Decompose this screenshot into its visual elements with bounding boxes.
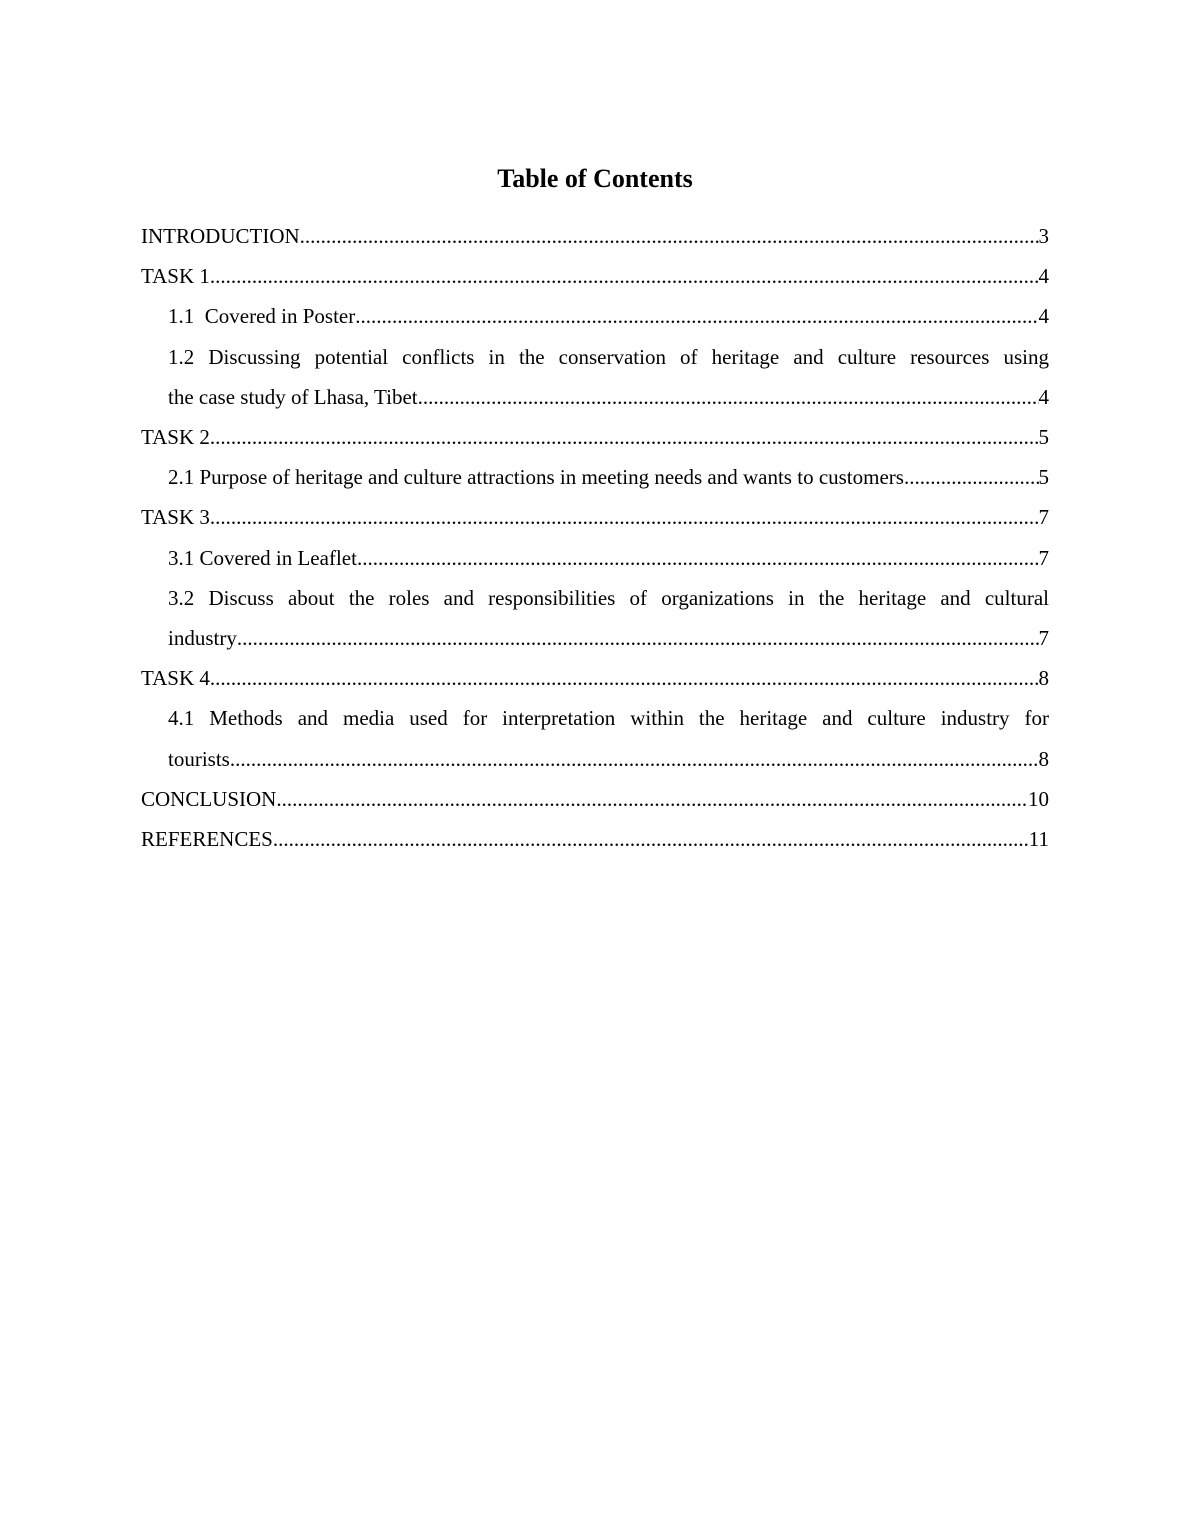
dot-leader: [418, 377, 1039, 417]
toc-page-number: 7: [1038, 626, 1049, 651]
toc-entry-label: 1.1 Covered in Poster: [168, 304, 356, 329]
dot-leader: [357, 538, 1039, 578]
table-of-contents: [141, 216, 1049, 859]
toc-page-number: 4: [1038, 384, 1049, 409]
toc-page-number: 5: [1038, 425, 1049, 450]
dot-leader: [210, 417, 1039, 457]
toc-entry-3-2[interactable]: [141, 578, 1049, 658]
toc-entry-label: 3.1 Covered in Leaflet: [168, 545, 357, 570]
toc-entry-4-1[interactable]: [141, 698, 1049, 778]
toc-entry-2-1[interactable]: [141, 457, 1049, 497]
toc-page-number: 3: [1038, 224, 1049, 248]
dot-leader: [210, 658, 1039, 698]
toc-entry-references[interactable]: [141, 819, 1049, 859]
dot-leader: [210, 256, 1039, 296]
toc-entry-task-3[interactable]: [141, 497, 1049, 537]
toc-entry-label-line-1: 1.2 Discussing potential conflicts in the conservation of heritage and culture resources using: [168, 344, 1049, 369]
toc-page-number: 8: [1038, 666, 1049, 691]
toc-entry-label-line-1: 4.1 Methods and media used for interpretation within the heritage and culture industry for: [168, 706, 1049, 731]
toc-entry-1-2[interactable]: [141, 337, 1049, 417]
toc-entry-label-line-2: industry: [168, 626, 237, 651]
toc-entry-label-line-2: tourists: [168, 746, 230, 771]
dot-leader: [355, 296, 1038, 336]
toc-entry-label: TASK 4: [141, 666, 210, 691]
toc-entry-task-2[interactable]: [141, 417, 1049, 457]
toc-entry-label: 2.1 Purpose of heritage and culture attractions in meeting needs and wants to customers: [168, 465, 904, 490]
toc-entry-label: TASK 3: [141, 505, 210, 530]
toc-page-number: 5: [1038, 465, 1049, 490]
toc-page-number: 11: [1028, 827, 1049, 852]
toc-entry-1-1[interactable]: [141, 296, 1049, 336]
dot-leader: [230, 739, 1039, 779]
toc-entry-label-line-1: 3.2 Discuss about the roles and responsibilities of organizations in the heritage and cultural: [168, 585, 1049, 610]
dot-leader: [210, 497, 1039, 537]
toc-page-number: 7: [1038, 545, 1049, 570]
toc-entry-conclusion[interactable]: [141, 779, 1049, 819]
toc-entry-task-4[interactable]: [141, 658, 1049, 698]
toc-entry-label: CONCLUSION: [141, 786, 277, 811]
dot-leader: [904, 457, 1039, 497]
dot-leader: [300, 216, 1039, 256]
toc-page-number: 8: [1038, 746, 1049, 771]
toc-page-number: 10: [1028, 786, 1049, 811]
toc-page-number: 4: [1038, 264, 1049, 289]
toc-page-number: 4: [1038, 304, 1049, 329]
toc-page-number: 7: [1038, 505, 1049, 530]
toc-entry-label: TASK 1: [141, 264, 210, 289]
toc-entry-3-1[interactable]: [141, 538, 1049, 578]
toc-entry-label: TASK 2: [141, 425, 210, 450]
toc-entry-label: INTRODUCTION: [141, 224, 300, 248]
toc-entry-introduction[interactable]: [141, 216, 1049, 256]
dot-leader: [276, 779, 1028, 819]
toc-entry-label: REFERENCES: [141, 827, 273, 852]
toc-entry-label-line-2: the case study of Lhasa, Tibet: [168, 384, 418, 409]
dot-leader: [273, 819, 1029, 859]
toc-entry-task-1[interactable]: [141, 256, 1049, 296]
dot-leader: [237, 618, 1039, 658]
toc-title: Table of Contents: [497, 164, 693, 193]
